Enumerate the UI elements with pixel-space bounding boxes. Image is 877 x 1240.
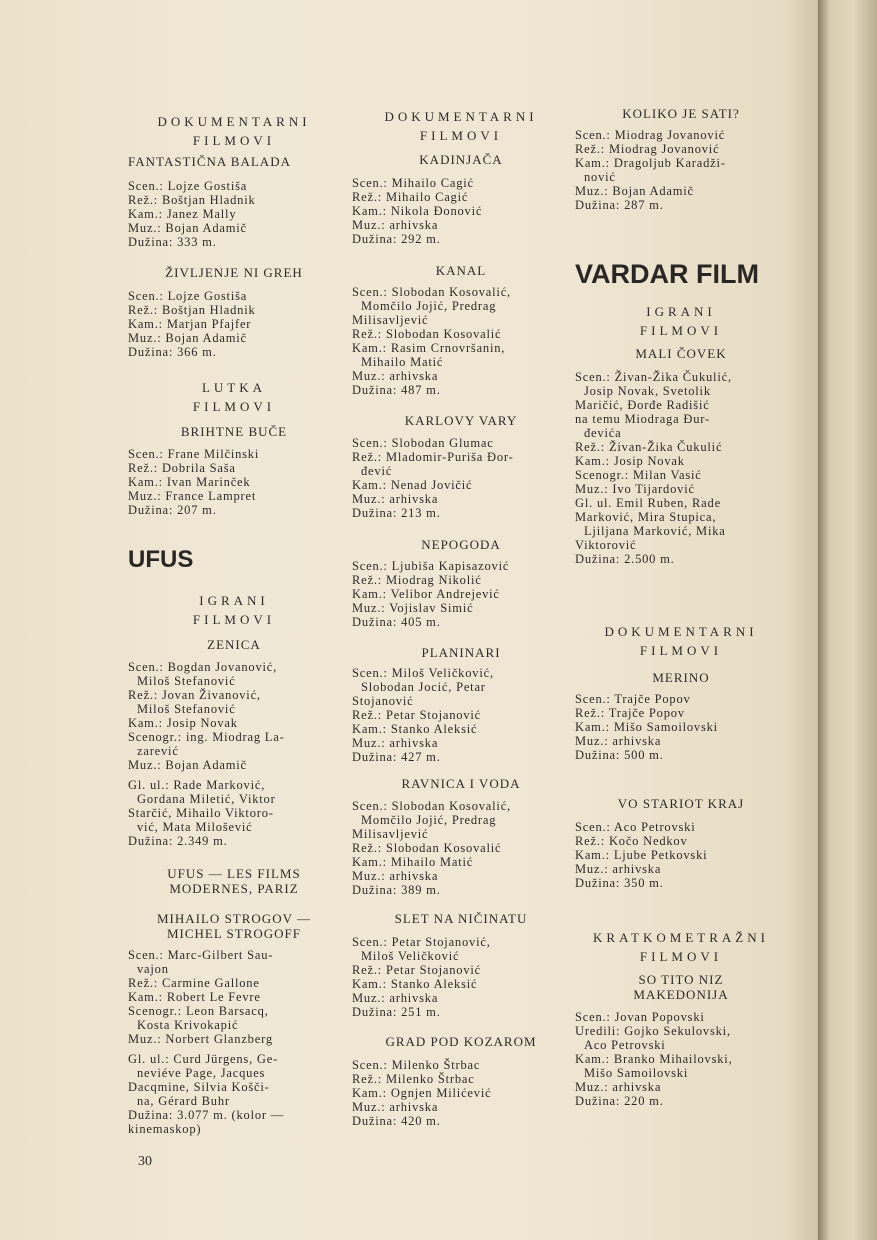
credit-line: đević (361, 464, 393, 478)
film-credits (575, 128, 787, 212)
section-subheader: UFUS — LES FILMS MODERNES, PARIZ (167, 866, 301, 896)
credit-line: Scen.: Slobodan Kosovalić, (352, 285, 511, 299)
credit-line: Rež.: Petar Stojanović (352, 963, 482, 977)
film-title: KARLOVY VARY (404, 413, 518, 428)
credit-line: Dužina: 487 m. (352, 383, 441, 397)
credit-line: Scen.: Aco Petrovski (575, 820, 696, 834)
film-credits (575, 370, 787, 566)
credit-line: Maričić, Đorđe Radišić (575, 398, 710, 412)
film-title: SLET NA NIČINATU (394, 911, 528, 926)
credit-line: Dužina: 213 m. (352, 506, 441, 520)
credit-line: Scen.: Miodrag Jovanović (575, 128, 726, 142)
credit-line: Kam.: Mihailo Matić (352, 855, 474, 869)
film-title: KADINJAČA (419, 152, 503, 167)
credit-line: kinemaskop) (128, 1122, 202, 1136)
credit-line: Scenogr.: ing. Miodrag La- (128, 730, 285, 744)
section-header: IGRANI FILMOVI (192, 593, 276, 627)
film-credits (575, 1010, 787, 1108)
film-title: SO TITO NIZ MAKEDONIJA (633, 972, 729, 1002)
page-edge (818, 0, 877, 1240)
credit-line: Scen.: Slobodan Glumac (352, 436, 494, 450)
credit-line: Muz.: France Lampret (128, 489, 257, 503)
credit-line: Rež.: Miodrag Nikolić (352, 573, 482, 587)
credit-line: Kam.: Marjan Pfajfer (128, 317, 252, 331)
credit-line: Rež.: Milenko Štrbac (352, 1072, 475, 1086)
credit-line: Kam.: Ognjen Milićević (352, 1086, 492, 1100)
credit-line: Scen.: Lojze Gostiša (128, 179, 248, 193)
credit-line: Kam.: Josip Novak (128, 716, 238, 730)
credit-line: Scen.: Petar Stojanović, (352, 935, 491, 949)
credit-line: Rež.: Trajče Popov (575, 706, 685, 720)
credit-line: Dužina: 350 m. (575, 876, 664, 890)
page-number: 30 (138, 1154, 152, 1169)
film-title: ZENICA (207, 637, 261, 652)
credit-line: Muz.: arhivska (352, 991, 439, 1005)
credit-line: Kam.: Robert Le Fevre (128, 990, 261, 1004)
film-title: MALI ČOVEK (635, 346, 727, 361)
credit-line: Miloš Veličković (361, 949, 460, 963)
credit-line: Muz.: arhivska (352, 736, 439, 750)
credit-line: Kam.: Rasim Crnovršanin, (352, 341, 506, 355)
credit-line: Viktorović (575, 538, 637, 552)
credit-line: Scen.: Trajče Popov (575, 692, 691, 706)
credit-line: Dužina: 333 m. (128, 235, 217, 249)
credit-line: Scenogr.: Leon Barsacq, (128, 1004, 269, 1018)
film-credits (352, 176, 570, 246)
credit-line: Dužina: 405 m. (352, 615, 441, 629)
credit-line: Scen.: Milenko Štrbac (352, 1058, 481, 1072)
credit-line: Kam.: Janez Mally (128, 207, 237, 221)
film-title: ŽIVLJENJE NI GREH (165, 265, 303, 280)
film-credits (352, 666, 570, 764)
credit-line: Dužina: 366 m. (128, 345, 217, 359)
credit-line: Gordana Miletić, Viktor (137, 792, 276, 806)
credit-line: Muz.: Bojan Adamič (128, 221, 247, 235)
credit-line: nović (584, 170, 616, 184)
section-header: DOKUMENTARNI FILMOVI (604, 624, 758, 658)
credit-line: Dužina: 3.077 m. (kolor — (128, 1108, 285, 1122)
credit-line: Dužina: 500 m. (575, 748, 664, 762)
film-title: BRIHTNE BUČE (180, 424, 288, 439)
credit-line: Momčilo Jojić, Predrag (361, 813, 497, 827)
film-title: GRAD POD KOZAROM (385, 1034, 537, 1049)
credit-line: Rež.: Mladomir-Puriša Đor- (352, 450, 514, 464)
credit-line: Miloš Stefanović (137, 702, 236, 716)
credit-line: Stojanović (352, 694, 414, 708)
film-credits (128, 447, 340, 517)
credit-line: Kam.: Stanko Aleksić (352, 722, 478, 736)
credit-line: Rež.: Živan-Žika Čukulić (575, 440, 723, 454)
credit-line: Mihailo Matić (361, 355, 444, 369)
credit-line: Scen.: Bogdan Jovanović, (128, 660, 278, 674)
credit-line: vajon (137, 962, 169, 976)
film-credits (352, 436, 570, 520)
film-title: MIHAILO STROGOV — MICHEL STROGOFF (157, 911, 311, 941)
credit-line: Dužina: 2.349 m. (128, 834, 228, 848)
film-credits (128, 179, 340, 249)
credit-line: Kosta Krivokapić (137, 1018, 239, 1032)
credit-line: Muz.: Ivo Tijardović (575, 482, 695, 496)
credit-line: na temu Miodraga Đur- (575, 412, 710, 426)
credit-line: Marković, Mira Stupica, (575, 510, 717, 524)
film-title: VO STARIOT KRAJ (617, 796, 745, 811)
section-header: KRATKOMETRAŽNI FILMOVI (593, 930, 769, 964)
credit-line: Kam.: Dragoljub Karadži- (575, 156, 726, 170)
studio-name: UFUS (128, 546, 194, 573)
credit-line: Dužina: 251 m. (352, 1005, 441, 1019)
credit-line: Miloš Stefanović (137, 674, 236, 688)
credit-line: Dužina: 420 m. (352, 1114, 441, 1128)
credit-line: Muz.: Vojislav Simić (352, 601, 474, 615)
credit-line: Kam.: Ivan Marinček (128, 475, 251, 489)
credit-line: Aco Petrovski (584, 1038, 666, 1052)
credit-line: Josip Novak, Svetolik (584, 384, 711, 398)
credit-line: Mišo Samoilovski (584, 1066, 689, 1080)
credit-line: Slobodan Jocić, Petar (361, 680, 486, 694)
credit-line: Kam.: Nenad Jovičić (352, 478, 473, 492)
credit-line: Scen.: Miloš Veličković, (352, 666, 494, 680)
credit-line: Kam.: Velibor Andrejević (352, 587, 500, 601)
credit-line: Kam.: Mišo Samoilovski (575, 720, 718, 734)
credit-line: neviéve Page, Jacques (137, 1066, 266, 1080)
credit-line: Rež.: Boštjan Hladnik (128, 303, 256, 317)
credit-line: Scen.: Lojze Gostiša (128, 289, 248, 303)
film-title: KOLIKO JE SATI? (622, 106, 740, 121)
film-title: RAVNICA I VODA (401, 776, 521, 791)
credit-line: Milisavljević (352, 313, 429, 327)
credit-line: Gl. ul. Emil Ruben, Rade (575, 496, 721, 510)
credit-line: Muz.: Bojan Adamič (128, 331, 247, 345)
credit-line: Rež.: Slobodan Kosovalić (352, 841, 502, 855)
credit-line: Muz.: Bojan Adamič (575, 184, 694, 198)
section-header: DOKUMENTARNI FILMOVI (384, 109, 538, 143)
credit-line: Scen.: Mihailo Cagić (352, 176, 474, 190)
credit-line: Gl. ul.: Rade Marković, (128, 778, 266, 792)
film-title: FANTASTIČNA BALADA (128, 154, 291, 169)
credit-line: Scen.: Ljubiša Kapisazović (352, 559, 510, 573)
credit-line: Muz.: arhivska (352, 369, 439, 383)
credit-line: Kam.: Branko Mihailovski, (575, 1052, 733, 1066)
credit-line: Muz.: arhivska (352, 218, 439, 232)
credit-line: Muz.: arhivska (575, 862, 662, 876)
credit-line: Muz.: arhivska (352, 869, 439, 883)
credit-line: Scen.: Slobodan Kosovalić, (352, 799, 511, 813)
film-credits (128, 660, 340, 848)
film-credits (575, 692, 787, 762)
studio-name: VARDAR FILM (575, 259, 759, 289)
credit-line: Muz.: arhivska (575, 734, 662, 748)
credit-line: Dužina: 220 m. (575, 1094, 664, 1108)
credit-line: Muz.: arhivska (352, 1100, 439, 1114)
section-header: IGRANI FILMOVI (639, 304, 723, 338)
film-credits (575, 820, 787, 890)
film-credits (352, 285, 570, 397)
credit-line: đevića (584, 426, 622, 440)
credit-line: Dužina: 292 m. (352, 232, 441, 246)
credit-line: Muz.: arhivska (352, 492, 439, 506)
credit-line: Rež.: Slobodan Kosovalić (352, 327, 502, 341)
credit-line: Kam.: Stanko Aleksić (352, 977, 478, 991)
credit-line: Dužina: 427 m. (352, 750, 441, 764)
credit-line: Scen.: Frane Milčinski (128, 447, 260, 461)
credit-line: Dužina: 207 m. (128, 503, 217, 517)
film-credits (352, 935, 570, 1019)
credit-line: Rež.: Petar Stojanović (352, 708, 482, 722)
credit-line: Uredili: Gojko Sekulovski, (575, 1024, 731, 1038)
credit-line: Rež.: Carmine Gallone (128, 976, 260, 990)
credit-line: Scenogr.: Milan Vasić (575, 468, 702, 482)
film-credits (128, 948, 340, 1136)
film-title: PLANINARI (421, 645, 501, 660)
credit-line: Kam.: Josip Novak (575, 454, 685, 468)
film-title: KANAL (435, 263, 487, 278)
film-credits (128, 289, 340, 359)
section-header: DOKUMENTARNI FILMOVI (157, 114, 311, 148)
credit-line: Rež.: Jovan Živanović, (128, 688, 261, 702)
credit-line: Muz.: Norbert Glanzberg (128, 1032, 273, 1046)
credit-line: Rež.: Miodrag Jovanović (575, 142, 720, 156)
credit-line: Momčilo Jojić, Predrag (361, 299, 497, 313)
credit-line: zarević (137, 744, 179, 758)
film-credits (352, 1058, 570, 1128)
credit-line: Gl. ul.: Curd Jürgens, Ge- (128, 1052, 279, 1066)
film-title: MERINO (652, 670, 710, 685)
credit-line: Muz.: Bojan Adamič (128, 758, 247, 772)
credit-line: vić, Mata Milošević (137, 820, 253, 834)
credit-line: Starčić, Mihailo Viktoro- (128, 806, 274, 820)
credit-line: Kam.: Ljube Petkovski (575, 848, 708, 862)
credit-line: Dužina: 2.500 m. (575, 552, 675, 566)
credit-line: Kam.: Nikola Đonović (352, 204, 483, 218)
credit-line: Dužina: 287 m. (575, 198, 664, 212)
section-header: LUTKA FILMOVI (192, 380, 276, 414)
credit-line: Rež.: Kočo Nedkov (575, 834, 688, 848)
film-title: NEPOGODA (421, 537, 501, 552)
credit-line: Milisavljević (352, 827, 429, 841)
credit-line: na, Gérard Buhr (137, 1094, 230, 1108)
credit-line: Rež.: Mihailo Cagić (352, 190, 469, 204)
credit-line: Rež.: Boštjan Hladnik (128, 193, 256, 207)
credit-line: Dacqmine, Silvia Košči- (128, 1080, 270, 1094)
film-credits (352, 559, 570, 629)
credit-line: Scen.: Živan-Žika Čukulić, (575, 370, 732, 384)
credit-line: Rež.: Dobrila Saša (128, 461, 236, 475)
credit-line: Muz.: arhivska (575, 1080, 662, 1094)
credit-line: Dužina: 389 m. (352, 883, 441, 897)
credit-line: Scen.: Marc-Gilbert Sau- (128, 948, 274, 962)
credit-line: Ljiljana Marković, Mika (584, 524, 726, 538)
credit-line: Scen.: Jovan Popovski (575, 1010, 705, 1024)
film-credits (352, 799, 570, 897)
